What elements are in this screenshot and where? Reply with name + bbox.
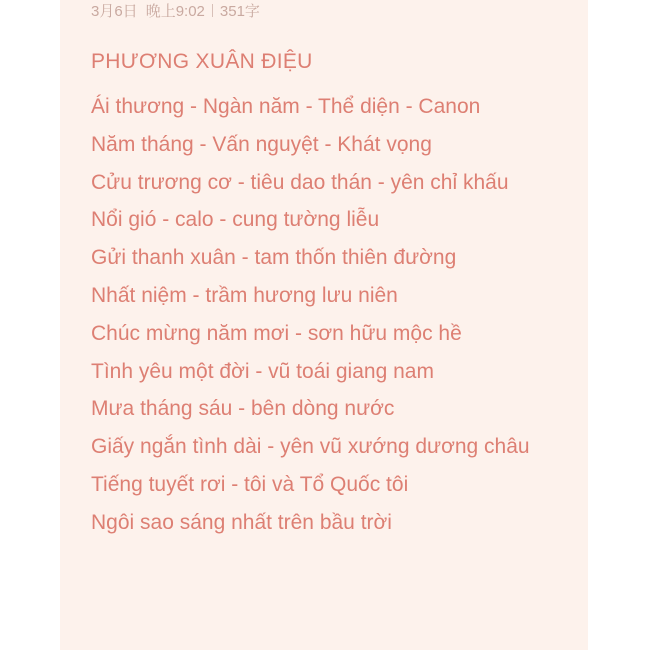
song-line[interactable]: Tiếng tuyết rơi - tôi và Tổ Quốc tôi (91, 472, 409, 496)
song-line[interactable]: Tình yêu một đời - vũ toái giang nam (91, 359, 434, 383)
meta-divider (212, 4, 213, 17)
song-line[interactable]: Gửi thanh xuân - tam thốn thiên đường (91, 246, 457, 270)
note-time: 晚上9:02 (145, 2, 205, 20)
song-line[interactable]: Chúc mừng năm mơi - sơn hữu mộc hề (91, 321, 462, 345)
song-line[interactable]: Giấy ngắn tình dài - yên vũ xướng dương châu (91, 435, 530, 459)
note-word-count: 351字 (219, 2, 260, 20)
song-line[interactable]: Ái thương - Ngàn năm - Thể diện - Canon (91, 95, 481, 118)
note-date: 3月6日 (91, 2, 138, 20)
song-line[interactable]: Mưa tháng sáu - bên dòng nước (91, 397, 395, 421)
song-line[interactable]: Nổi gió - calo - cung tường liễu (91, 208, 380, 232)
song-line[interactable]: Nhất niệm - trầm hương lưu niên (91, 283, 398, 307)
song-line[interactable]: Năm tháng - Vấn nguyệt - Khát vọng (91, 132, 432, 156)
note-meta-bar (91, 0, 260, 20)
song-line[interactable]: Cửu trương cơ - tiêu dao thán - yên chỉ khấu (91, 170, 509, 194)
note-title[interactable]: PHƯƠNG XUÂN ĐIỆU (91, 50, 313, 73)
song-line[interactable]: Ngôi sao sáng nhất trên bầu trời (91, 510, 392, 534)
song-list[interactable] (91, 88, 530, 542)
